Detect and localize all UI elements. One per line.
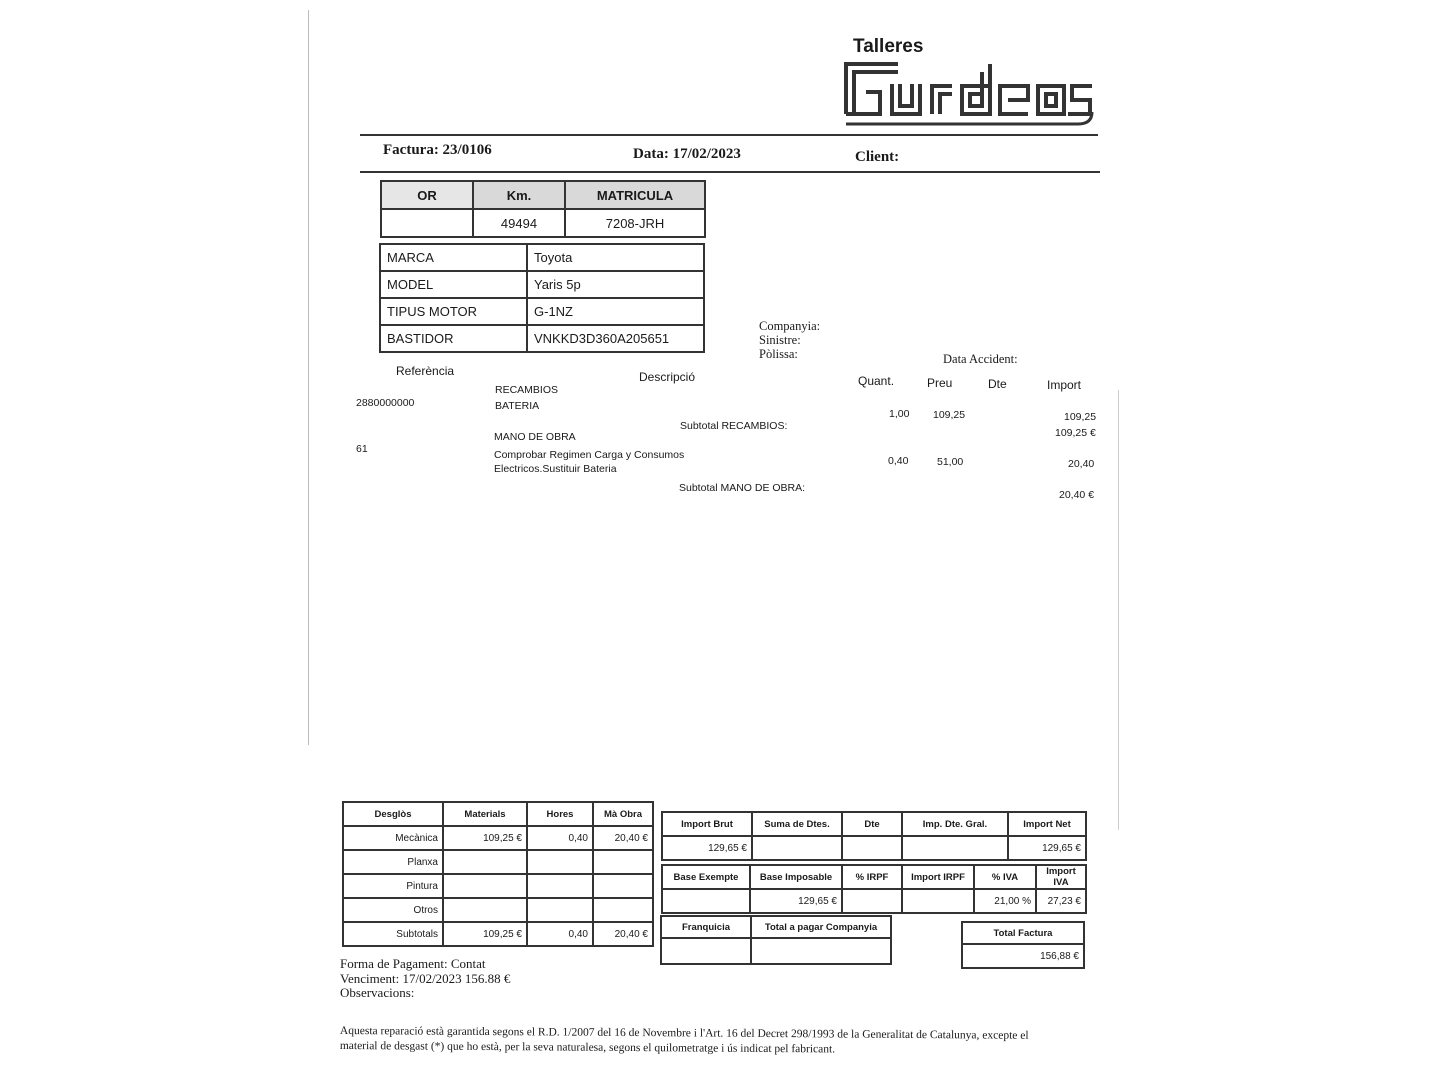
mano-subtotal-label: Subtotal MANO DE OBRA: xyxy=(679,482,806,494)
total-factura-label: Total Factura xyxy=(962,922,1084,944)
logo-small-text: Talleres xyxy=(853,36,924,57)
desglos-materials xyxy=(443,898,527,922)
desglos-row-label: Subtotals xyxy=(343,922,443,946)
matricula-header: MATRICULA xyxy=(565,181,705,209)
hores-header: Hores xyxy=(527,802,593,826)
insurance-block xyxy=(759,319,820,361)
desglos-row xyxy=(343,874,653,898)
invoice-number: Factura: 23/0106 xyxy=(383,142,492,158)
vehicle-info-row xyxy=(380,244,704,271)
logo-wordmark-graphic xyxy=(840,56,1096,132)
desglos-materials: 109,25 € xyxy=(443,826,527,850)
client-label: Client: xyxy=(855,149,900,165)
desglos-subtotal-row xyxy=(343,922,653,946)
desglos-ma-obra xyxy=(593,874,653,898)
header-top-rule xyxy=(360,134,1098,136)
desglos-hores xyxy=(527,874,593,898)
polissa-label: Pòlissa: xyxy=(759,347,798,361)
recambios-desc: BATERIA xyxy=(495,400,540,412)
import-brut-value: 129,65 € xyxy=(662,836,752,860)
warranty-note xyxy=(340,1024,1029,1059)
motor-label: TIPUS MOTOR xyxy=(380,298,527,325)
model-label: MODEL xyxy=(380,271,527,298)
col-descripcio: Descripció xyxy=(639,370,696,384)
imp-dte-gral-header: Imp. Dte. Gral. xyxy=(902,812,1008,836)
desglos-row xyxy=(343,898,653,922)
irpf-pct-value xyxy=(842,889,902,913)
or-value xyxy=(381,209,473,237)
companyia-label: Companyia: xyxy=(759,319,821,333)
km-value: 49494 xyxy=(473,209,565,237)
base-imposable-header: Base Imposable xyxy=(750,865,842,889)
vehicle-info-table xyxy=(379,243,705,353)
desglos-row-label: Pintura xyxy=(343,874,443,898)
totals-company-table xyxy=(660,915,892,965)
sinistre-label: Sinistre: xyxy=(759,333,801,347)
desglos-hores: 0,40 xyxy=(527,922,593,946)
marca-label: MARCA xyxy=(380,244,527,271)
model-value: Yaris 5p xyxy=(527,271,704,298)
matricula-value: 7208-JRH xyxy=(565,209,705,237)
desglos-table xyxy=(342,801,654,947)
col-preu: Preu xyxy=(927,376,953,390)
bastidor-label: BASTIDOR xyxy=(380,325,527,352)
suma-dtes-header: Suma de Dtes. xyxy=(752,812,842,836)
col-referencia: Referència xyxy=(396,364,455,378)
desglos-materials: 109,25 € xyxy=(443,922,527,946)
vehicle-summary-table xyxy=(380,180,706,238)
km-header: Km. xyxy=(473,181,565,209)
warranty-line1: Aquesta reparació està garantida segons el R.D. 1/2007 del 16 de Novembre i l'Art. 16 del Decret 298/1993 de la Generalitat de Catalunya, excepte el xyxy=(339,1025,1029,1042)
mano-preu: 51,00 xyxy=(937,456,964,468)
import-net-value: 129,65 € xyxy=(1008,836,1086,860)
col-import: Import xyxy=(1047,378,1082,392)
warranty-line2: material de desgast (*) que ho està, per la seva naturalesa, segons el quilometratge i ús indicat pel fabricant. xyxy=(339,1039,836,1056)
base-imposable-value: 129,65 € xyxy=(750,889,842,913)
or-header: OR xyxy=(381,181,473,209)
col-dte: Dte xyxy=(988,377,1007,391)
desglos-ma-obra xyxy=(593,898,653,922)
desglos-row xyxy=(343,850,653,874)
total-factura-table xyxy=(961,921,1085,969)
import-brut-header: Import Brut xyxy=(662,812,752,836)
suma-dtes-value xyxy=(752,836,842,860)
col-quant: Quant. xyxy=(858,374,895,388)
dte-header: Dte xyxy=(842,812,902,836)
total-companyia-header: Total a pagar Companyia xyxy=(751,916,891,938)
recambios-import: 109,25 xyxy=(1064,411,1097,423)
header-bottom-rule xyxy=(360,171,1100,173)
import-iva-value: 27,23 € xyxy=(1036,889,1086,913)
ma-obra-header: Mà Obra xyxy=(593,802,653,826)
mano-ref: 61 xyxy=(356,443,368,455)
totals-net-table xyxy=(661,811,1087,861)
observations-label: Observacions: xyxy=(340,985,415,1000)
materials-header: Materials xyxy=(443,802,527,826)
import-irpf-header: Import IRPF xyxy=(902,865,974,889)
page-edge-right xyxy=(1118,390,1119,830)
desglos-hores xyxy=(527,898,593,922)
mano-desc-line1: Comprobar Regimen Carga y Consumos xyxy=(494,449,685,461)
vehicle-info-row xyxy=(380,325,704,352)
mano-desc-line2: Electricos.Sustituir Bateria xyxy=(494,463,617,475)
desglos-row xyxy=(343,826,653,850)
desglos-ma-obra: 20,40 € xyxy=(593,826,653,850)
payment-method: Forma de Pagament: Contat xyxy=(340,956,486,971)
franquicia-value xyxy=(661,938,751,964)
mano-import: 20,40 xyxy=(1068,458,1095,470)
imp-dte-gral-value xyxy=(902,836,1008,860)
page-edge xyxy=(308,10,309,745)
recambios-quant: 1,00 xyxy=(889,408,910,420)
base-exempte-value xyxy=(662,889,750,913)
desglos-row-label: Otros xyxy=(343,898,443,922)
desglos-header: Desglòs xyxy=(343,802,443,826)
desglos-materials xyxy=(443,874,527,898)
desglos-ma-obra: 20,40 € xyxy=(593,922,653,946)
irpf-pct-header: % IRPF xyxy=(842,865,902,889)
iva-pct-header: % IVA xyxy=(974,865,1036,889)
bastidor-value: VNKKD3D360A205651 xyxy=(527,325,704,352)
vehicle-info-row xyxy=(380,298,704,325)
data-accident-label: Data Accident: xyxy=(943,352,1018,366)
desglos-row-label: Planxa xyxy=(343,850,443,874)
desglos-hores: 0,40 xyxy=(527,826,593,850)
total-companyia-value xyxy=(751,938,891,964)
marca-value: Toyota xyxy=(527,244,704,271)
recambios-preu: 109,25 xyxy=(933,409,966,421)
payment-due: Venciment: 17/02/2023 156.88 € xyxy=(340,970,511,986)
desglos-materials xyxy=(443,850,527,874)
dte-value xyxy=(842,836,902,860)
desglos-hores xyxy=(527,850,593,874)
total-factura-value: 156,88 € xyxy=(962,944,1084,968)
motor-value: G-1NZ xyxy=(527,298,704,325)
totals-tax-table xyxy=(661,864,1087,914)
vehicle-info-row xyxy=(380,271,704,298)
desglos-row-label: Mecànica xyxy=(343,826,443,850)
import-net-header: Import Net xyxy=(1008,812,1086,836)
payment-block xyxy=(340,957,510,1001)
iva-pct-value: 21,00 % xyxy=(974,889,1036,913)
desglos-ma-obra xyxy=(593,850,653,874)
import-irpf-value xyxy=(902,889,974,913)
mano-subtotal: 20,40 € xyxy=(1059,489,1095,501)
mano-quant: 0,40 xyxy=(888,455,909,467)
franquicia-header: Franquicia xyxy=(661,916,751,938)
invoice-date: Data: 17/02/2023 xyxy=(633,146,741,162)
import-iva-header: Import IVA xyxy=(1036,865,1086,889)
recambios-subtotal-label: Subtotal RECAMBIOS: xyxy=(680,420,788,432)
recambios-ref: 2880000000 xyxy=(356,397,415,409)
base-exempte-header: Base Exempte xyxy=(662,865,750,889)
recambios-title: RECAMBIOS xyxy=(495,384,559,396)
mano-title: MANO DE OBRA xyxy=(494,431,576,443)
recambios-subtotal: 109,25 € xyxy=(1055,427,1096,439)
